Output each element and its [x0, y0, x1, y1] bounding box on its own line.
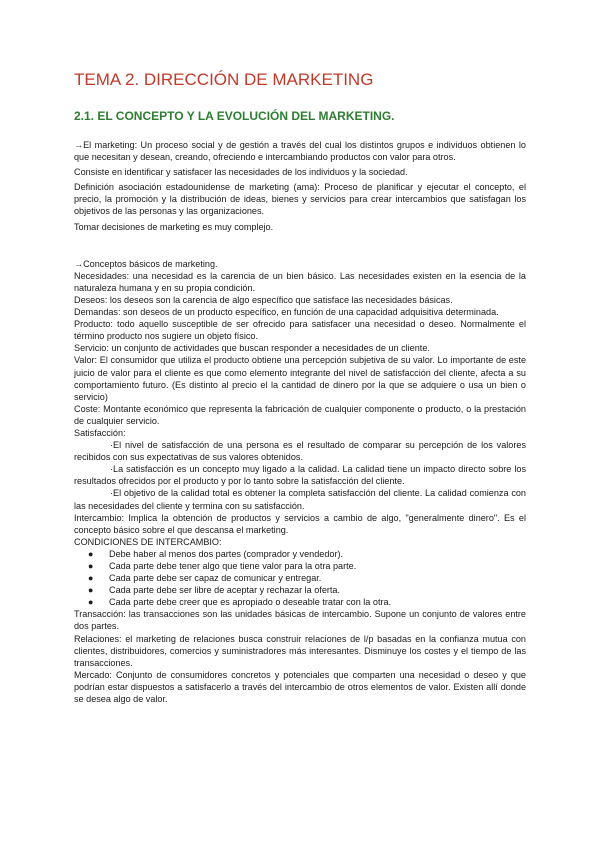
paragraph-consiste: Consiste en identificar y satisfacer las necesidades de los individuos y la sociedad.	[74, 167, 408, 178]
paragraph-marketing-definition: →El marketing: Un proceso social y de gestión a través del cual los distintos grupos e individuos obtienen lo que necesitan y desean, creando, ofreciendo e intercambiando productos con valor para otros.	[74, 140, 526, 163]
bullet-icon: ●	[88, 548, 94, 559]
paragraph-tomar-decisiones: Tomar decisiones de marketing es muy complejo.	[74, 221, 274, 232]
paragraph-demandas: Demandas: son deseos de un producto específico, en función de una capacidad adquisitiva determinada.	[74, 307, 499, 318]
paragraph-coste: Coste: Montante económico que representa la fabricación de cualquier componente o producto, o la prestación de cualquier servicio.	[74, 403, 526, 426]
paragraph-mercado: Mercado: Conjunto de consumidores concretos y potenciales que comparten una necesidad o deseo y que podrían estar dispuestos a satisfacerlo a través del intercambio de otros elementos de valor. Existen allí donde se desea algo de valor.	[74, 669, 526, 705]
paragraph-necesidades: Necesidades: una necesidad es la carencia de un bien básico. Las necesidades existen en la esencia de la naturaleza humana y en su propia condición.	[74, 270, 526, 293]
paragraph-producto: Producto: todo aquello susceptible de ser ofrecido para satisfacer una necesidad o deseo. Normalmente el término producto nos sugiere un objeto físico.	[74, 319, 526, 342]
paragraph-servicio: Servicio: un conjunto de actividades que buscan responder a necesidades de un cliente.	[74, 343, 430, 354]
paragraph-satisfaccion-heading: Satisfacción:	[74, 427, 126, 438]
paragraph-satisfaccion-3: ·El objetivo de la calidad total es obtener la completa satisfacción del cliente. La calidad comienza con las necesidades del cliente y termina con su satisfacción.	[74, 488, 526, 511]
bullet-icon: ●	[88, 597, 94, 608]
paragraph-deseos: Deseos: los deseos son la carencia de algo específico que satisface las necesidades básicas.	[74, 294, 453, 305]
bullet-icon: ●	[88, 573, 94, 584]
list-item: ● Debe haber al menos dos partes (comprador y vendedor).	[88, 548, 344, 559]
bullet-icon: ●	[88, 585, 94, 596]
bullet-icon: ●	[88, 561, 94, 571]
list-item: ● Cada parte debe creer que es apropiado o deseable tratar con la otra.	[88, 597, 392, 608]
paragraph-transaccion: Transacción: las transacciones son las unidades básicas de intercambio. Supone un conjunto de valores entre dos partes.	[74, 609, 526, 632]
paragraph-valor: Valor: El consumidor que utiliza el producto obtiene una percepción subjetiva de su valor. Lo importante de este juicio de valor para el cliente es que como elemento integrante del nivel de satisfacción del cliente, afecta a su comportamiento futuro. (Es distinto al precio el la cantidad de dinero por la que se adquiere o usa un bien o servicio)	[74, 355, 526, 402]
document-body	[74, 139, 526, 705]
list-item: ● Cada parte debe ser libre de aceptar y rechazar la oferta.	[88, 585, 341, 596]
paragraph-relaciones: Relaciones: el marketing de relaciones busca construir relaciones de l/p basadas en la confianza mutua con clientes, distribuidores, comercios y suministradores más interesantes. Disminuye los costes y el tiempo de las transacciones.	[74, 633, 526, 668]
paragraph-condiciones-heading: CONDICIONES DE INTERCAMBIO:	[74, 536, 222, 547]
paragraph-conceptos-basicos: →Conceptos básicos de marketing.	[74, 258, 218, 269]
conditions-list	[74, 548, 526, 608]
page-title: TEMA 2. DIRECCIÓN DE MARKETING	[74, 70, 374, 89]
paragraph-intercambio: Intercambio: Implica la obtención de productos y servicios a cambio de algo, "generalmente dinero". Es el concepto básico sobre el que descansa el marketing.	[74, 512, 526, 535]
paragraph-ama-definition: Definición asociación estadounidense de marketing (ama): Proceso de planificar y ejecutar el concepto, el precio, la promoción y la distribución de ideas, bienes y servicios para crear intercambios que satisfagan los objetivos de las personas y las organizaciones.	[74, 182, 526, 217]
paragraph-satisfaccion-1: ·El nivel de satisfacción de una persona es el resultado de comparar su percepción de los valores recibidos con sus expectativas de sus valores obtenidos.	[74, 440, 526, 463]
section-title: 2.1. EL CONCEPTO Y LA EVOLUCIÓN DEL MARKETING.	[74, 109, 395, 123]
list-item: ● Cada parte debe ser capaz de comunicar y entregar.	[88, 573, 322, 584]
list-item: ● Cada parte debe tener algo que tiene valor para la otra parte.	[88, 561, 357, 571]
paragraph-satisfaccion-2: ·La satisfacción es un concepto muy ligado a la calidad. La calidad tiene un impacto directo sobre los resultados ofrecidos por el producto y por lo tanto sobre la satisfacción del cliente.	[74, 464, 526, 487]
